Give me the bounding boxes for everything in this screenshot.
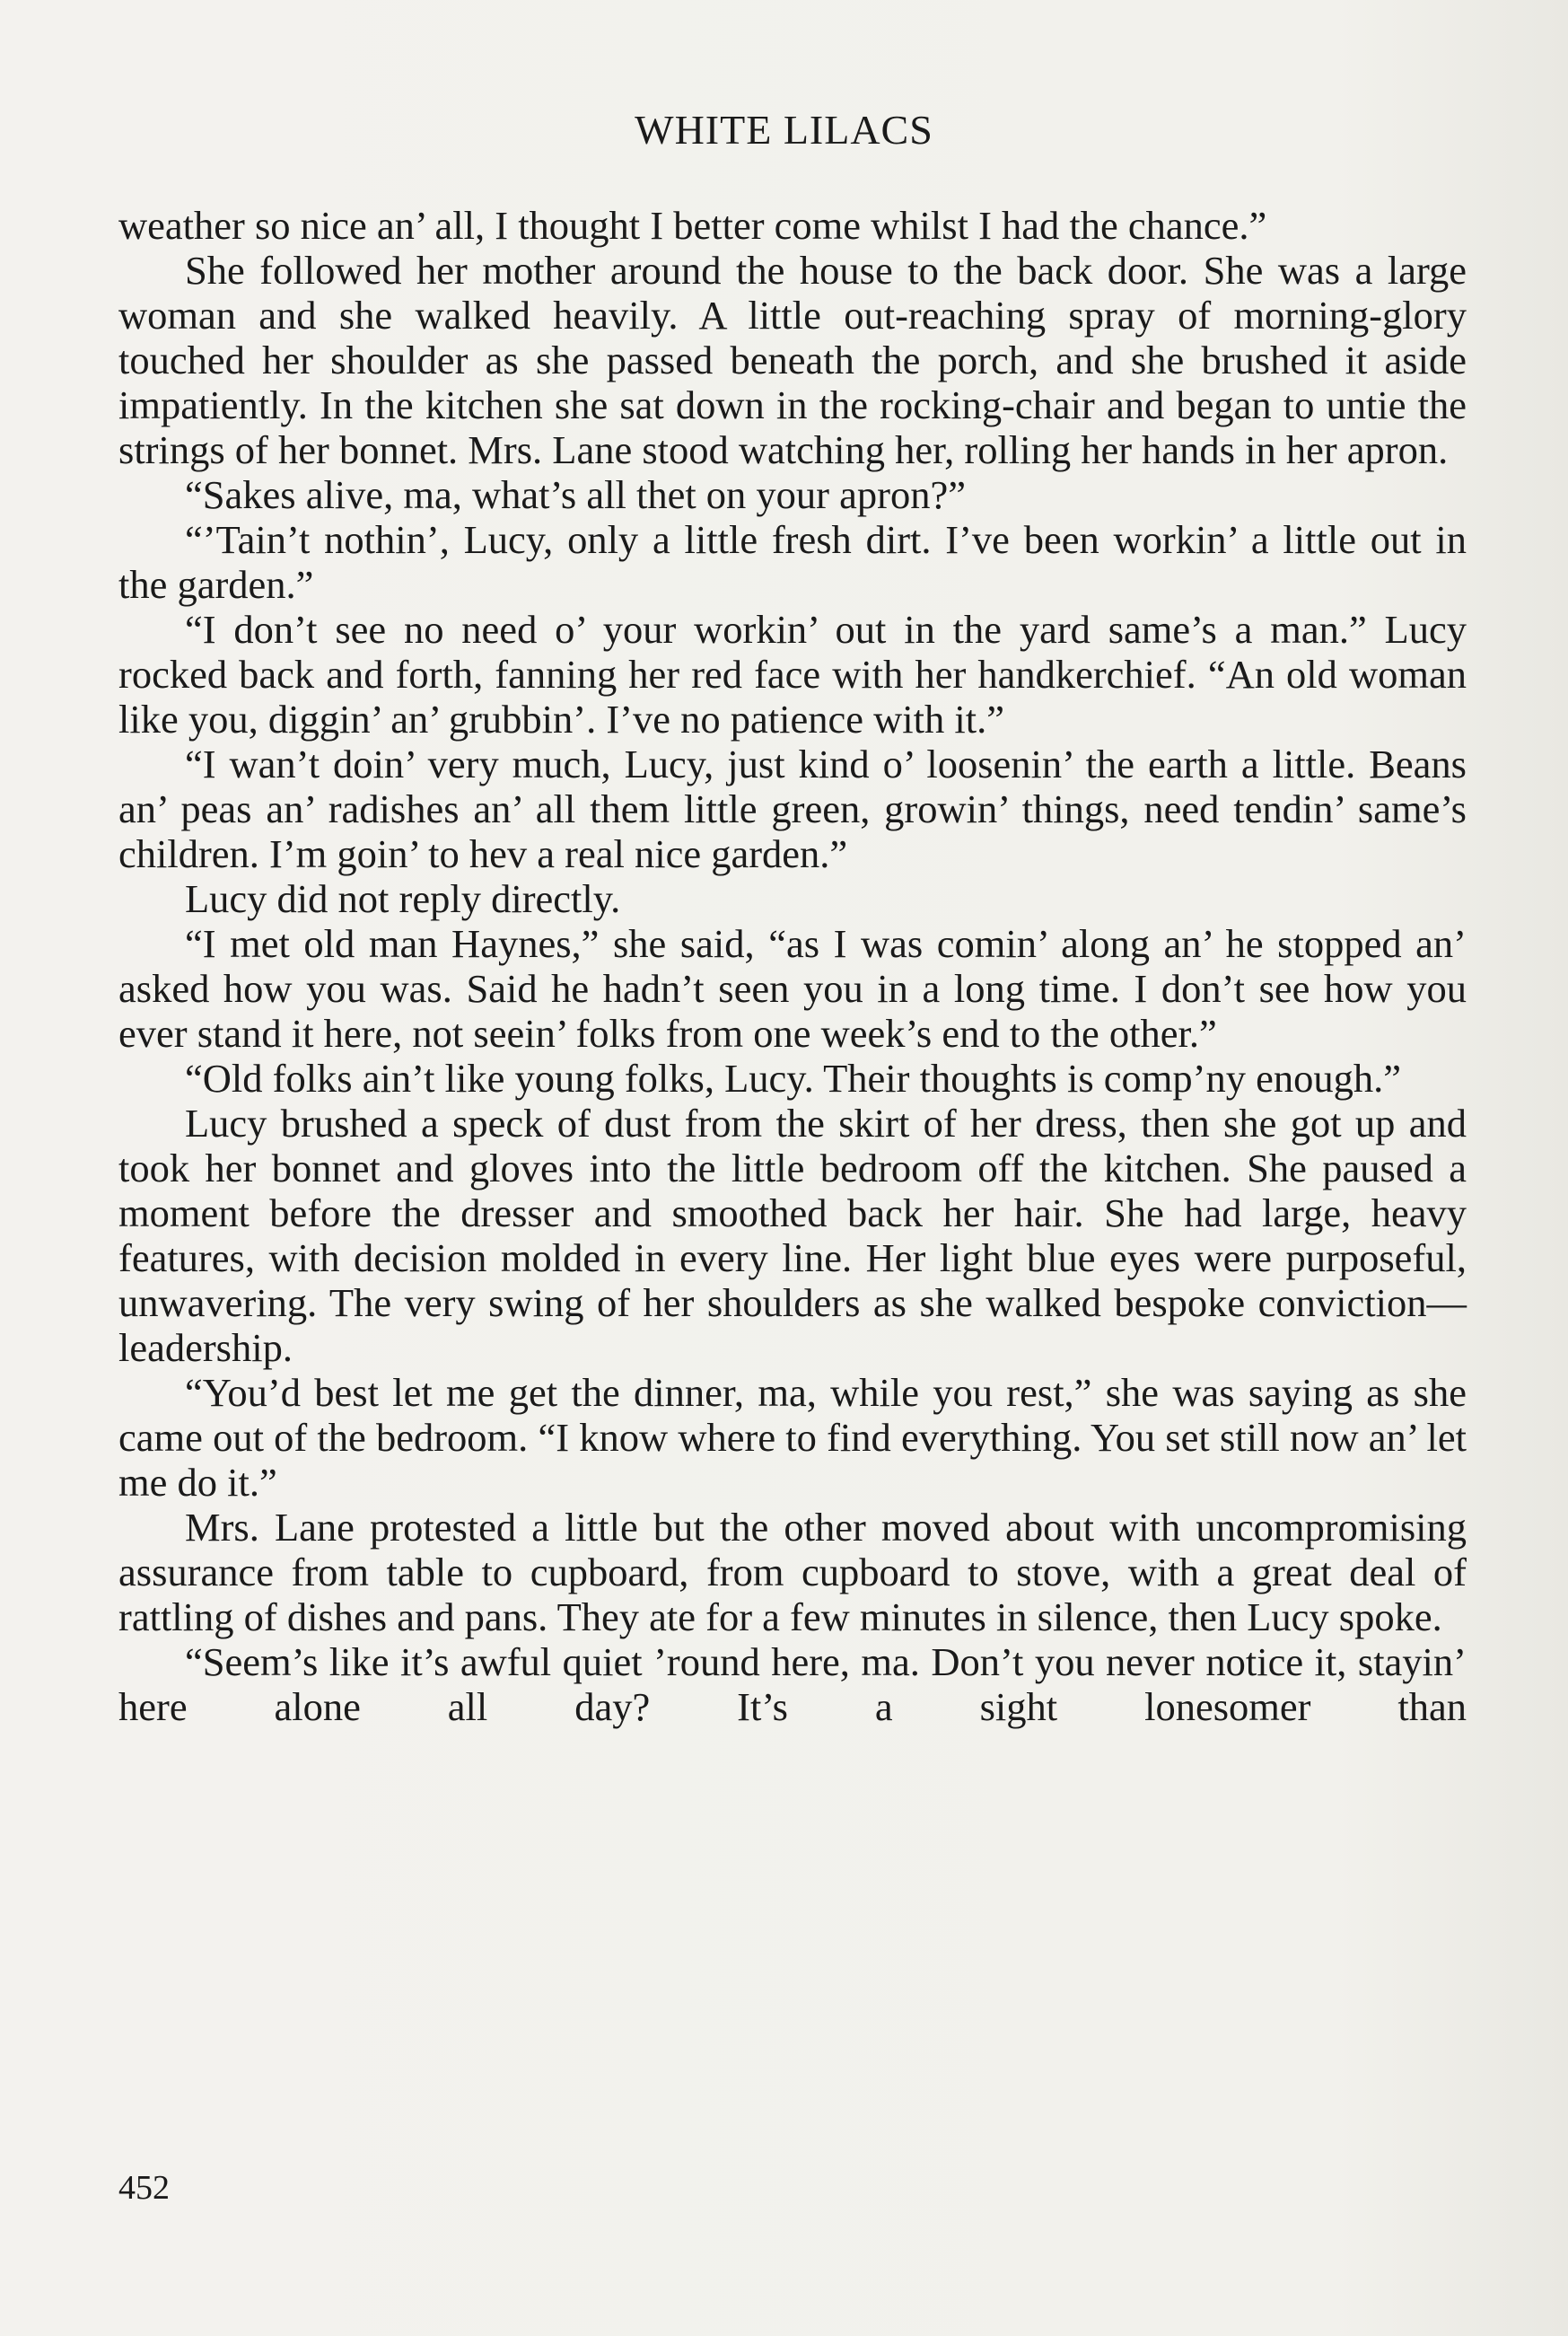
paragraph: “Sakes alive, ma, what’s all thet on your apron?”	[185, 472, 966, 517]
paragraph: weather so nice an’ all, I thought I better come whilst I had the chance.”	[118, 203, 1267, 248]
paragraph: “’Tain’t nothin’, Lucy, only a little fresh dirt. I’ve been workin’ a little out in the garden.”	[118, 517, 1467, 607]
page-number: 452	[118, 2169, 170, 2207]
paragraph: Lucy did not reply directly.	[185, 876, 621, 921]
paragraph: Mrs. Lane protested a little but the other moved about with uncompromising assurance from table to cupboard, from cupboard to stove, with a great deal of rattling of dishes and pans. They ate for a few minutes in silence, then Lucy spoke.	[118, 1505, 1467, 1639]
paragraph: “I met old man Haynes,” she said, “as I was comin’ along an’ he stopped an’ asked how you was. Said he hadn’t seen you in a long time. I don’t see how you ever stand it here, not seein’ folks from one week’s end to the other.”	[118, 921, 1467, 1056]
body-text	[118, 203, 1467, 1729]
running-head: WHITE LILACS	[635, 107, 933, 153]
paragraph: “I don’t see no need o’ your workin’ out in the yard same’s a man.” Lucy rocked back and forth, fanning her red face with her handkerchief. “An old woman like you, diggin’ an’ grubbin’. I’ve no patience with it.”	[118, 607, 1467, 742]
paragraph: She followed her mother around the house to the back door. She was a large woman and she walked heavily. A little out-reaching spray of morning-glory touched her shoulder as she passed beneath the porch, and she brushed it aside impatiently. In the kitchen she sat down in the rocking-chair and began to untie the strings of her bonnet. Mrs. Lane stood watching her, rolling her hands in her apron.	[118, 248, 1467, 472]
paragraph: “Seem’s like it’s awful quiet ’round here, ma. Don’t you never notice it, stayin’ here alone all day? It’s a sight lonesomer than	[118, 1639, 1467, 1729]
paragraph: “I wan’t doin’ very much, Lucy, just kind o’ loosenin’ the earth a little. Beans an’ peas an’ radishes an’ all them little green, growin’ things, need tendin’ same’s children. I’m goin’ to hev a real nice garden.”	[118, 742, 1467, 876]
paragraph: “Old folks ain’t like young folks, Lucy. Their thoughts is comp’ny enough.”	[185, 1056, 1401, 1101]
paragraph: Lucy brushed a speck of dust from the skirt of her dress, then she got up and took her bonnet and gloves into the little bedroom off the kitchen. She paused a moment before the dresser and smoothed back her hair. She had large, heavy features, with decision molded in every line. Her light blue eyes were purposeful, unwavering. The very swing of her shoulders as she walked bespoke conviction—leadership.	[118, 1101, 1467, 1370]
paragraph: “You’d best let me get the dinner, ma, while you rest,” she was saying as she came out of the bedroom. “I know where to find everything. You set still now an’ let me do it.”	[118, 1370, 1467, 1505]
